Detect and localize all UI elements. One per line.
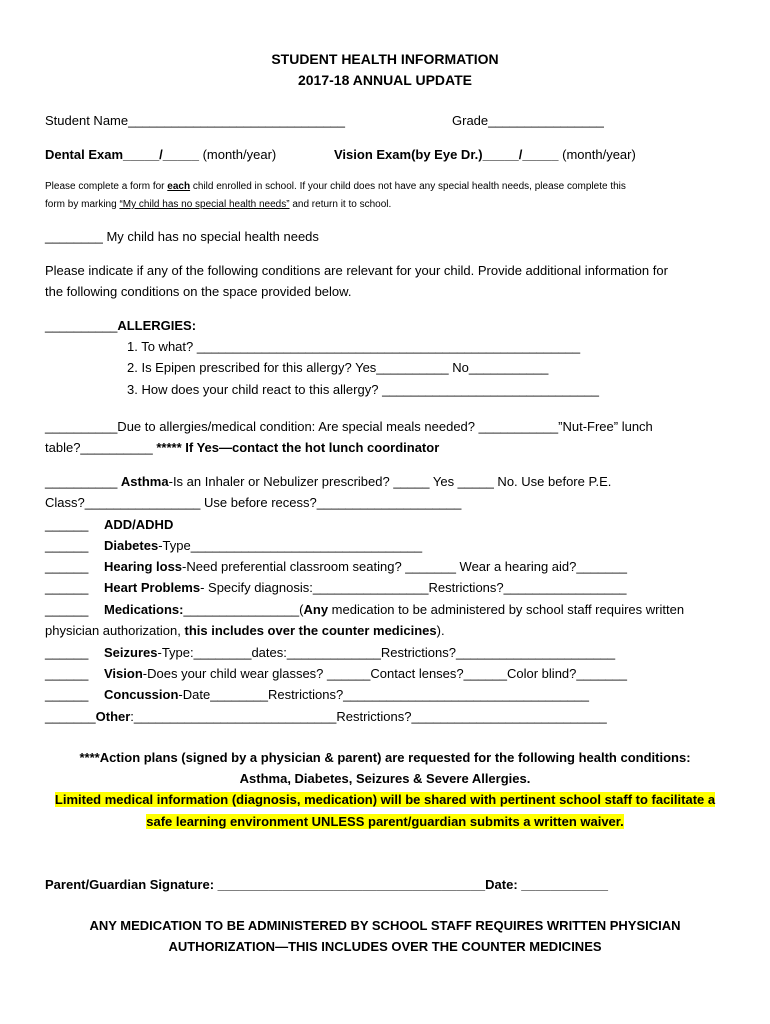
vision-exam-field[interactable] — [334, 146, 636, 164]
concussion-checkbox[interactable]: ______ — [45, 687, 89, 702]
seizures-field[interactable]: Seizures-Type:________dates:_____________Restrictions?______________________ — [104, 645, 616, 660]
action-plan-line-1: ****Action plans (signed by a physician & parent) are requested for the following health conditions: — [79, 750, 691, 765]
diabetes-checkbox[interactable]: ______ — [45, 538, 89, 553]
dental-exam-field[interactable] — [45, 146, 276, 164]
allergy-question-1[interactable]: 1. To what? _____________________________________________________ — [127, 339, 581, 354]
dental-exam-label: Dental Exam_____/_____ — [45, 147, 199, 162]
limited-info-line-1: Limited medical information (diagnosis, medication) will be shared with pertinent school staff to facilitate a — [54, 792, 716, 807]
dental-exam-unit: (month/year) — [198, 147, 277, 162]
footer-line-2: AUTHORIZATION—THIS INCLUDES OVER THE COUNTER MEDICINES — [168, 939, 602, 954]
heart-field[interactable]: Heart Problems- Specify diagnosis:________________Restrictions?_________________ — [104, 580, 627, 595]
allergies-checkbox[interactable]: __________ALLERGIES: — [45, 318, 197, 333]
indicate-line-2: the following conditions on the space provided below. — [45, 284, 352, 299]
allergy-question-3[interactable]: 3. How does your child react to this allergy? ______________________________ — [127, 382, 599, 397]
no-special-needs-checkbox[interactable]: ________ My child has no special health needs — [45, 229, 319, 244]
vision-exam-label: Vision Exam(by Eye Dr.)_____/_____ — [334, 147, 559, 162]
medications-checkbox[interactable]: ______ — [45, 602, 89, 617]
vision-exam-unit: (month/year) — [558, 147, 636, 162]
medications-note: physician authorization, this includes over the counter medicines). — [45, 623, 445, 638]
asthma-use-field[interactable]: Class?________________ Use before recess?____________________ — [45, 495, 462, 510]
vision-field[interactable]: Vision-Does your child wear glasses? ______Contact lenses?______Color blind?_______ — [104, 666, 627, 681]
heart-checkbox[interactable]: ______ — [45, 580, 89, 595]
special-meals-field[interactable]: __________Due to allergies/medical condition: Are special meals needed? ___________”Nut-Free” lunch — [45, 419, 653, 434]
form-subtitle: 2017-18 ANNUAL UPDATE — [297, 72, 472, 88]
asthma-label: Asthma — [120, 474, 169, 489]
instructions-line-1: Please complete a form for each child enrolled in school. If your child does not have any special health needs, please complete this — [45, 181, 626, 192]
limited-info-line-2: safe learning environment UNLESS parent/guardian submits a written waiver. — [146, 814, 624, 829]
other-field[interactable]: _______Other:____________________________Restrictions?___________________________ — [45, 709, 607, 724]
diabetes-field[interactable]: Diabetes-Type________________________________ — [104, 538, 423, 553]
allergies-label: ALLERGIES: — [117, 318, 197, 333]
hearing-checkbox[interactable]: ______ — [45, 559, 89, 574]
nut-free-table-field[interactable]: table?__________ ***** If Yes—contact the hot lunch coordinator — [45, 440, 440, 455]
asthma-field[interactable]: __________ Asthma-Is an Inhaler or Nebulizer prescribed? _____ Yes _____ No. Use before P.E. — [45, 474, 612, 489]
signature-field[interactable]: Parent/Guardian Signature: _____________________________________Date: ____________ — [45, 877, 609, 892]
student-name-field[interactable]: Student Name______________________________ — [45, 113, 346, 128]
seizures-checkbox[interactable]: ______ — [45, 645, 89, 660]
allergy-question-2[interactable]: 2. Is Epipen prescribed for this allergy? Yes__________ No___________ — [127, 360, 549, 375]
concussion-field[interactable]: Concussion-Date________Restrictions?__________________________________ — [104, 687, 589, 702]
adhd-label: ADD/ADHD — [104, 517, 174, 532]
grade-field[interactable]: Grade________________ — [452, 113, 604, 128]
vision-checkbox[interactable]: ______ — [45, 666, 89, 681]
other-label: Other — [95, 709, 131, 724]
instructions-line-2: form by marking “My child has no special health needs” and return it to school. — [45, 199, 392, 210]
action-plan-line-2: Asthma, Diabetes, Seizures & Severe Allergies. — [239, 771, 531, 786]
form-title: STUDENT HEALTH INFORMATION — [271, 51, 499, 67]
footer-line-1: ANY MEDICATION TO BE ADMINISTERED BY SCHOOL STAFF REQUIRES WRITTEN PHYSICIAN — [89, 918, 681, 933]
medications-field[interactable]: Medications:________________(Any medication to be administered by school staff requires written — [104, 602, 685, 617]
hearing-field[interactable]: Hearing loss-Need preferential classroom seating? _______ Wear a hearing aid?_______ — [104, 559, 627, 574]
adhd-checkbox[interactable]: ______ — [45, 517, 89, 532]
indicate-line-1: Please indicate if any of the following conditions are relevant for your child. Provide additional information for — [45, 263, 668, 278]
